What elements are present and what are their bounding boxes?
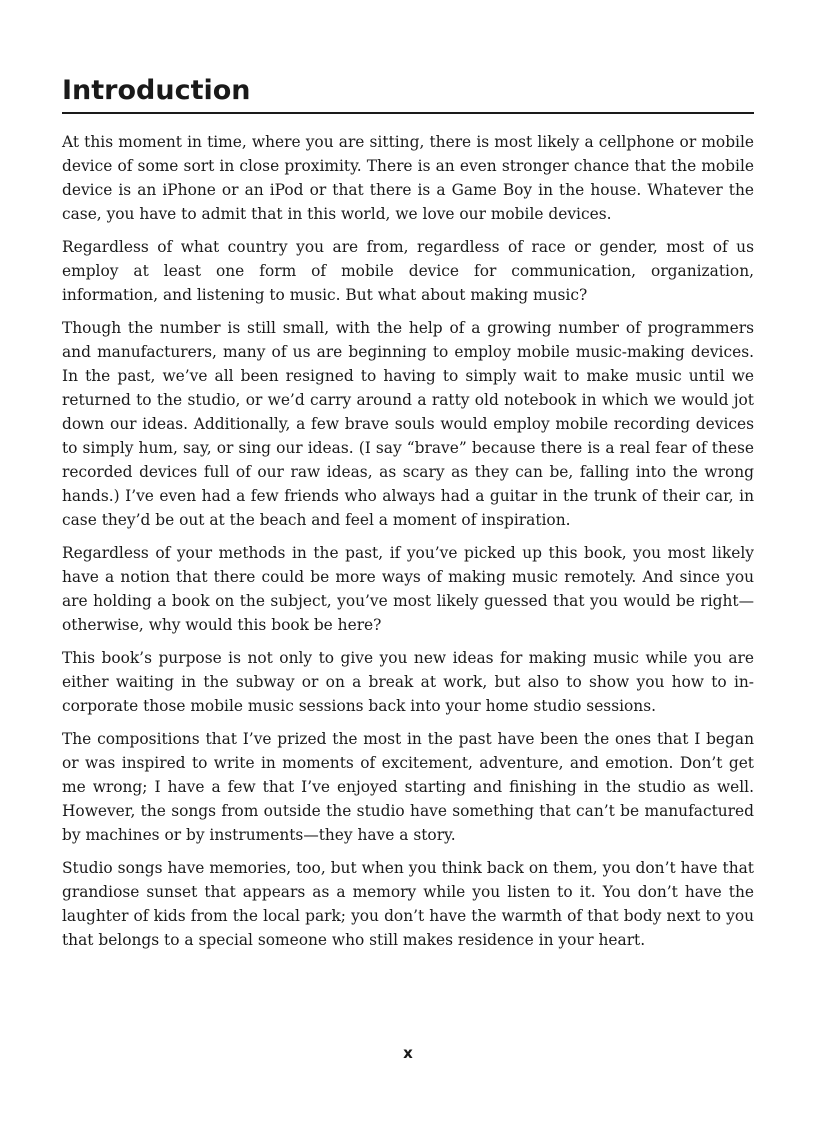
title-underline-rule: [62, 112, 754, 114]
paragraph-7: Studio songs have memories, too, but when you think back on them, you don’t have that grandiose sunset that appears as a memory while you listen to it. You don’t have the laughter of kids from the local park; you don’t have the warmth of that body next to you that belongs to a special someone who still makes residence in your heart.: [62, 859, 754, 949]
chapter-title: Introduction: [62, 75, 251, 106]
paragraph-5: This book’s purpose is not only to give you new ideas for making music while you are either waiting in the subway or on a break at work, but also to show you how to incorporate those mobile music sessions back into your home studio sessions.: [62, 649, 754, 715]
page-number: x: [403, 1044, 413, 1062]
chapter-heading: [62, 74, 754, 114]
paragraph-4: Regardless of your methods in the past, if you’ve picked up this book, you most likely have a notion that there could be more ways of making music remotely. And since you are holding a book on the subject, you’ve most likely guessed that you would be right—otherwise, why would this book be here?: [62, 544, 754, 634]
paragraph-6: The compositions that I’ve prized the most in the past have been the ones that I began or was inspired to write in moments of excitement, adventure, and emotion. Don’t get me wrong; I have a few that I’ve enjoyed starting and finishing in the studio as well. However, the songs from outside the studio have something that can’t be manufactured by machines or by instruments—they have a story.: [62, 730, 754, 844]
paragraph-2: Regardless of what country you are from, regardless of race or gender, most of us employ at least one form of mobile device for communication, organization, information, and listening to music. But what about making music?: [62, 238, 754, 304]
body-text: [62, 130, 754, 961]
paragraph-3: Though the number is still small, with the help of a growing number of programmers and manufacturers, many of us are beginning to employ mobile music-making devices. In the past, we’ve all been resigned to having to simply wait to make music until we returned to the studio, or we’d carry around a ratty old notebook in which we would jot down our ideas. Additionally, a few brave souls would employ mobile recording devices to simply hum, say, or sing our ideas. (I say “brave” because there is a real fear of these recorded devices full of our raw ideas, as scary as they can be, falling into the wrong hands.) I’ve even had a few friends who always had a guitar in the trunk of their car, in case they’d be out at the beach and feel a moment of inspiration.: [62, 319, 754, 529]
paragraph-1: At this moment in time, where you are sitting, there is most likely a cellphone or mobile device of some sort in close proximity. There is an even stronger chance that the mobile device is an iPhone or an iPod or that there is a Game Boy in the house. Whatever the case, you have to admit that in this world, we love our mobile devices.: [62, 133, 754, 223]
